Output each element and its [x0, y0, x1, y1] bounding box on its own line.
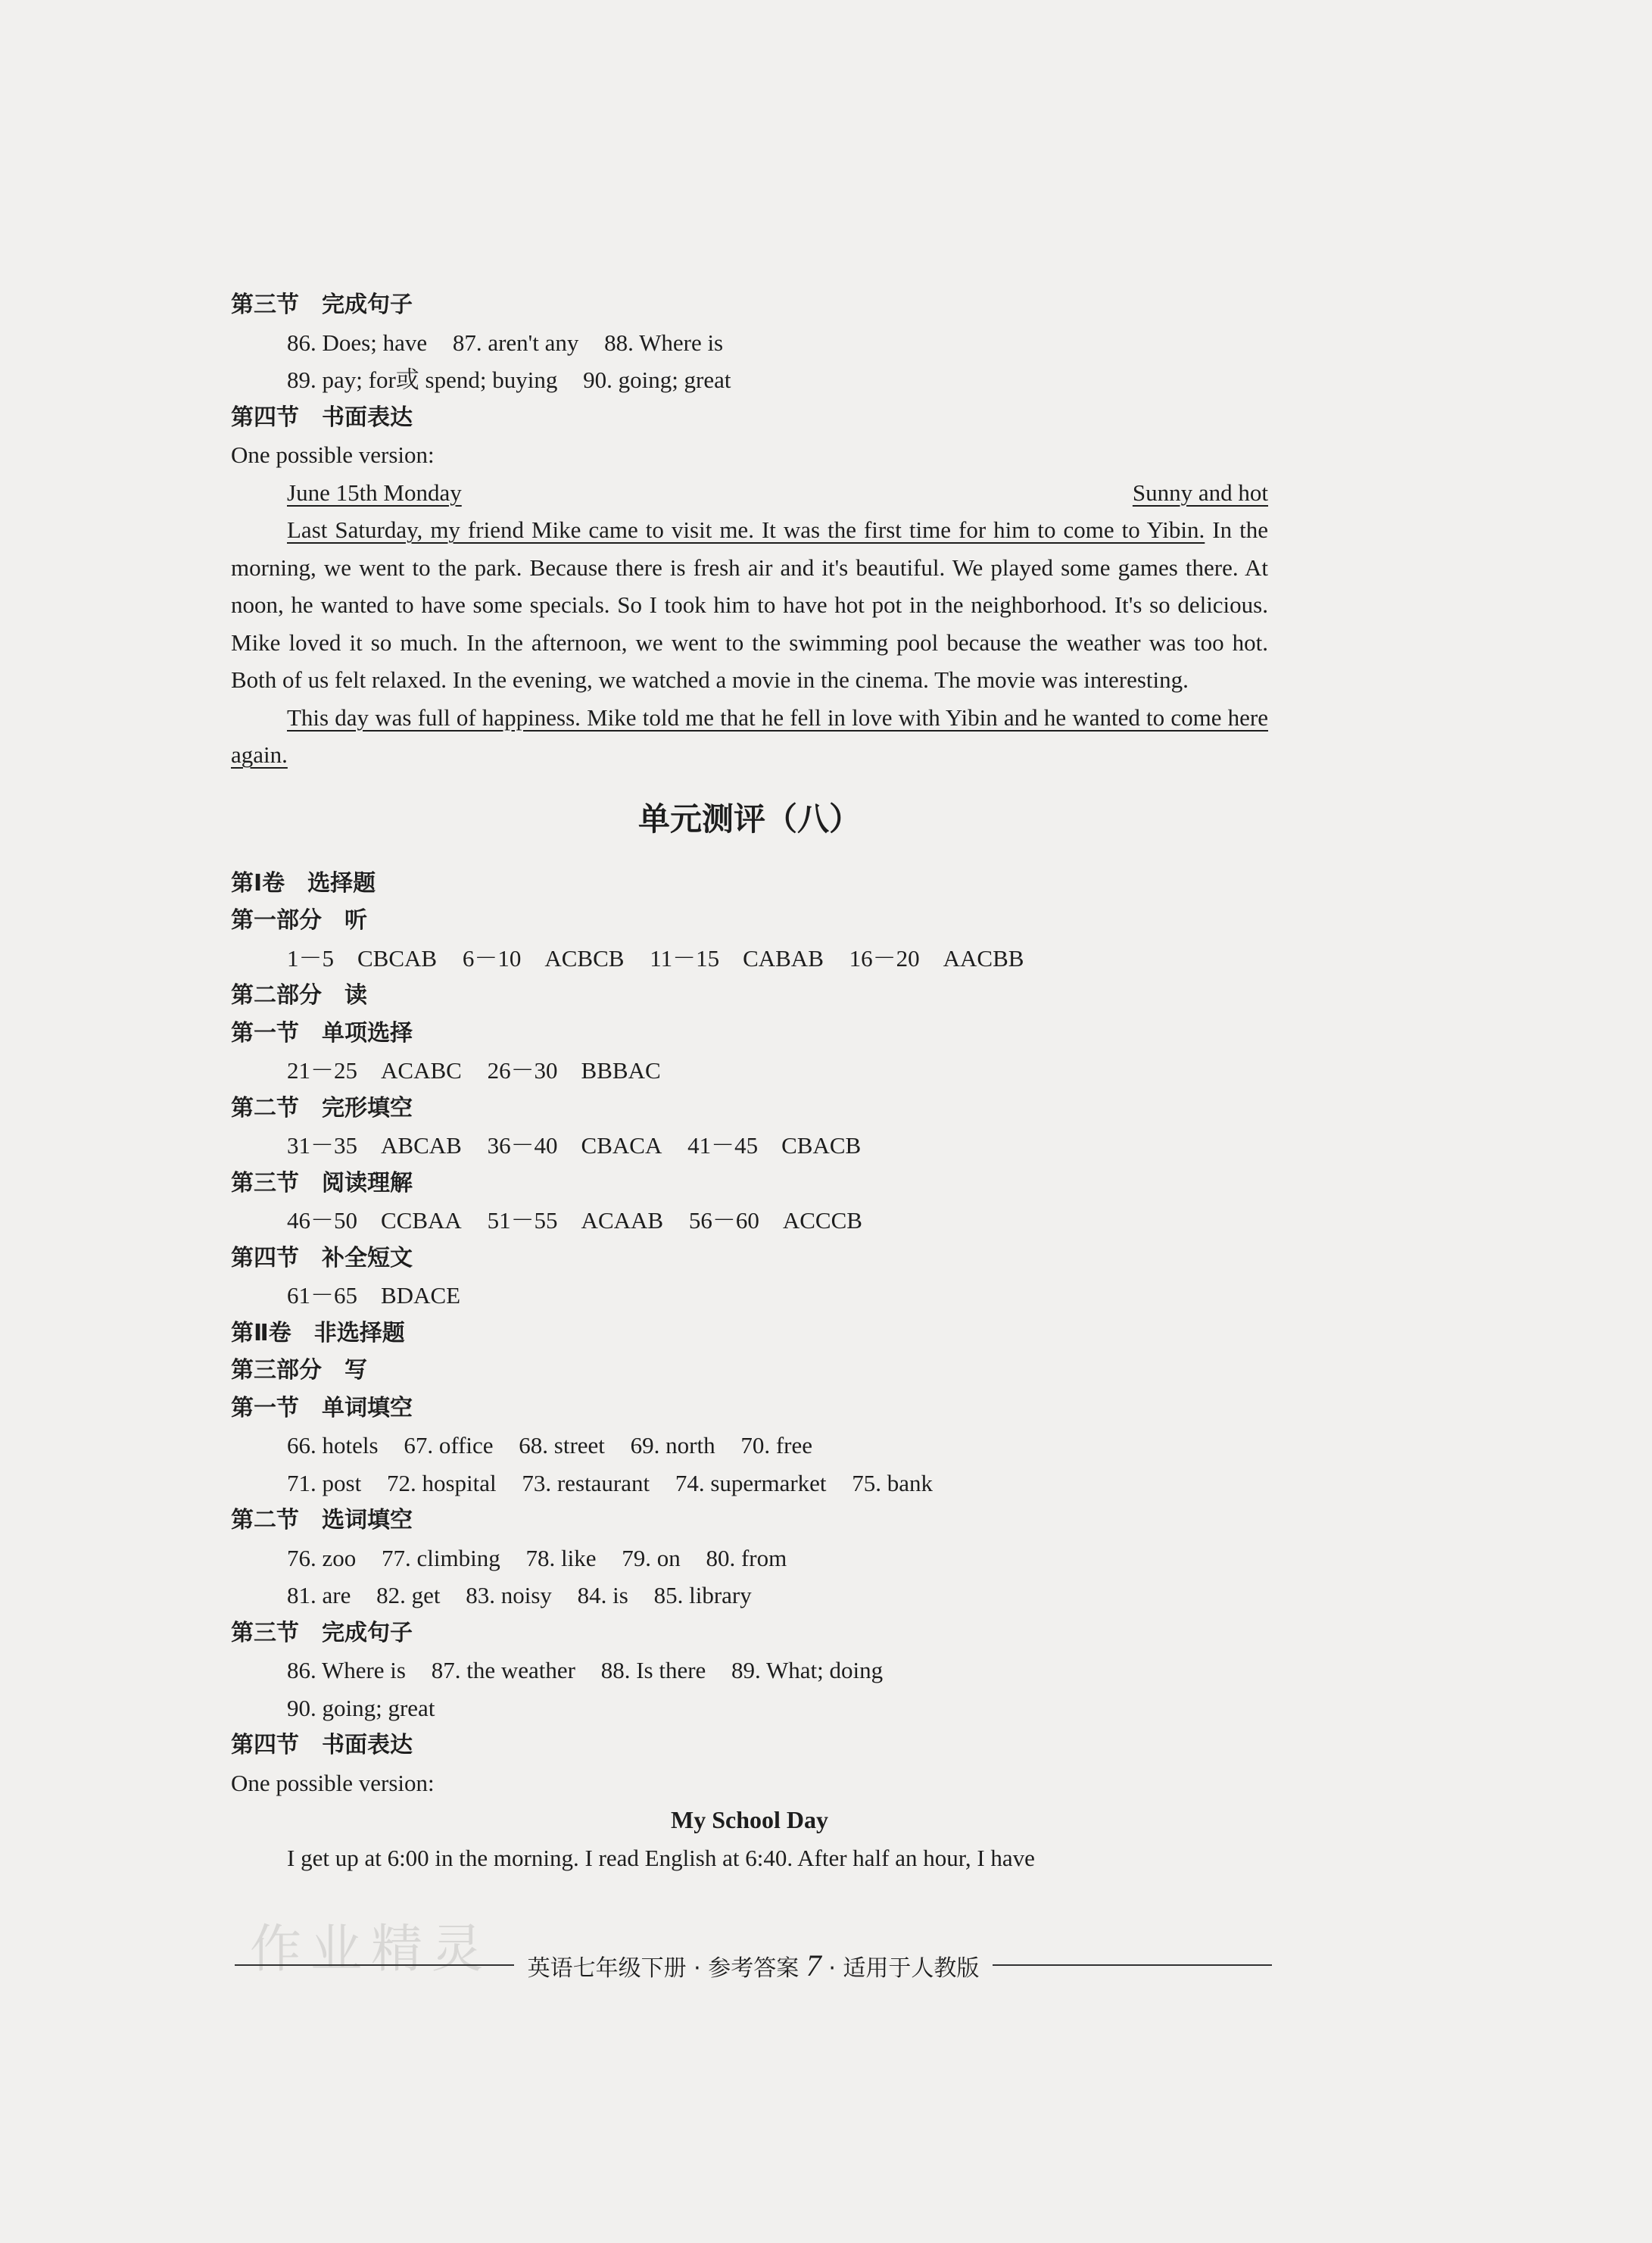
part-heading: 第三部分 写 [231, 1357, 367, 1384]
answer-item: 82. get [376, 1582, 441, 1608]
answer-item: 89. pay; for或 spend; buying [287, 367, 558, 393]
answer-line [231, 1577, 1268, 1614]
answer-item: 16－20 AACBB [849, 944, 1024, 972]
page-number: 7 [806, 1948, 821, 1983]
section-heading: 第二节 选词填空 [231, 1507, 413, 1533]
answer-line [231, 1652, 1268, 1689]
footer-rule [235, 1964, 514, 1966]
answer-item: 88. Is there [600, 1657, 706, 1683]
answer-item: 66. hotels [287, 1432, 379, 1458]
answer-line [231, 361, 1268, 399]
answer-item: 69. north [630, 1432, 715, 1458]
volume-heading: 第Ⅰ卷 选择题 [231, 869, 376, 897]
answer-item: 86. Does; have [287, 329, 428, 356]
section-heading: 第四节 补全短文 [231, 1244, 413, 1271]
footer-book-title: 英语七年级下册 · 参考答案 [527, 1954, 800, 1982]
answer-item: 89. What; doing [731, 1657, 884, 1683]
answer-item: 41－45 CBACB [687, 1132, 862, 1159]
answer-line [231, 1689, 1268, 1727]
essay-paragraph [231, 1839, 1268, 1877]
version-label: One possible version: [231, 1769, 435, 1796]
answer-item: 77. climbing [382, 1544, 500, 1571]
answer-item: 36－40 CBACA [487, 1132, 662, 1159]
answer-item: 61－65 BDACE [287, 1282, 461, 1309]
version-label: One possible version: [231, 441, 435, 468]
underlined-sentence: This day was full of happiness. Mike told me that he fell in love with Yibin and he wanted to come here again. [231, 703, 1268, 768]
answer-item: 70. free [740, 1432, 813, 1458]
answer-item: 75. bank [852, 1469, 934, 1496]
answer-item: 73. restaurant [522, 1469, 650, 1496]
answer-item: 74. supermarket [675, 1469, 827, 1496]
answer-item: 11－15 CABAB [650, 944, 824, 972]
answer-item: 68. street [519, 1432, 605, 1458]
answer-line [231, 1052, 1268, 1090]
answer-item: 56－60 ACCCB [688, 1207, 862, 1234]
answer-item: 78. like [525, 1544, 597, 1571]
answer-item: 86. Where is [287, 1657, 406, 1683]
footer-rule [993, 1964, 1272, 1966]
answer-item: 6－10 ACBCB [462, 944, 625, 972]
answer-line [231, 1127, 1268, 1165]
footer-text [514, 1948, 993, 1983]
content-column [231, 286, 1268, 1876]
essay-body-text: I get up at 6:00 in the morning. I read English at 6:40. After half an hour, I have [287, 1844, 1035, 1871]
part-heading: 第二部分 读 [231, 982, 367, 1009]
section-heading: 第四节 书面表达 [231, 404, 413, 431]
essay-title: My School Day [671, 1806, 828, 1833]
essay-paragraph [231, 511, 1268, 699]
answer-item: 51－55 ACAAB [487, 1207, 664, 1234]
essay-header-row [231, 474, 1268, 512]
answer-item: 72. hospital [386, 1469, 497, 1496]
answer-item: 85. library [653, 1582, 752, 1608]
unit-title: 单元测评（八） [637, 800, 861, 838]
answer-item: 1－5 CBCAB [287, 944, 438, 972]
essay-paragraph [231, 699, 1268, 774]
essay-body-text: In the morning, we went to the park. Because there is fresh air and it's beautiful. We played some games there. At noon, he wanted to have some specials. So I took him to have hot pot in the neighborhood. It's so delicious. Mike loved it so much. In the afternoon, we went to the swimming pool because the weather was too hot. Both of us felt relaxed. In the evening, we watched a movie in the cinema. The movie was interesting. [231, 516, 1269, 693]
section-heading: 第一节 单词填空 [231, 1394, 413, 1421]
watermark: 作业精灵 [250, 1920, 493, 1979]
answer-item: 81. are [287, 1582, 351, 1608]
answer-item: 90. going; great [583, 367, 731, 393]
section-heading: 第三节 完成句子 [231, 1619, 413, 1646]
answer-item: 87. aren't any [452, 329, 579, 356]
answer-item: 79. on [622, 1544, 681, 1571]
answer-line [231, 324, 1268, 362]
answer-item: 46－50 CCBAA [287, 1207, 462, 1234]
answer-item: 80. from [706, 1544, 787, 1571]
answer-line [231, 1277, 1268, 1315]
section-heading: 第三节 完成句子 [231, 292, 413, 318]
footer-edition: · 适用于人教版 [828, 1954, 980, 1982]
page-footer [235, 1942, 1272, 1988]
answer-item: 76. zoo [287, 1544, 357, 1571]
essay-weather: Sunny and hot [1132, 479, 1268, 506]
volume-heading: 第Ⅱ卷 非选择题 [231, 1319, 405, 1346]
answer-item: 67. office [404, 1432, 494, 1458]
answer-item: 88. Where is [604, 329, 724, 356]
answer-item: 26－30 BBBAC [487, 1057, 661, 1084]
answer-line [231, 1427, 1268, 1465]
answer-item: 21－25 ACABC [287, 1057, 462, 1084]
essay-date: June 15th Monday [287, 479, 462, 506]
answer-line [231, 1540, 1268, 1577]
answer-item: 31－35 ABCAB [287, 1132, 462, 1159]
answer-item: 87. the weather [431, 1657, 575, 1683]
answer-line [231, 940, 1268, 978]
answer-item: 83. noisy [466, 1582, 552, 1608]
answer-item: 84. is [577, 1582, 628, 1608]
section-heading: 第一节 单项选择 [231, 1019, 413, 1047]
underlined-sentence: Last Saturday, my friend Mike came to visit me. It was the first time for him to come to Yibin. [287, 516, 1205, 543]
part-heading: 第一部分 听 [231, 907, 367, 934]
section-heading: 第二节 完形填空 [231, 1094, 413, 1122]
answer-line [231, 1202, 1268, 1240]
section-heading: 第三节 阅读理解 [231, 1169, 413, 1196]
answer-line [231, 1465, 1268, 1502]
answer-item: 71. post [287, 1469, 362, 1496]
section-heading: 第四节 书面表达 [231, 1732, 413, 1758]
answer-item: 90. going; great [287, 1694, 435, 1721]
